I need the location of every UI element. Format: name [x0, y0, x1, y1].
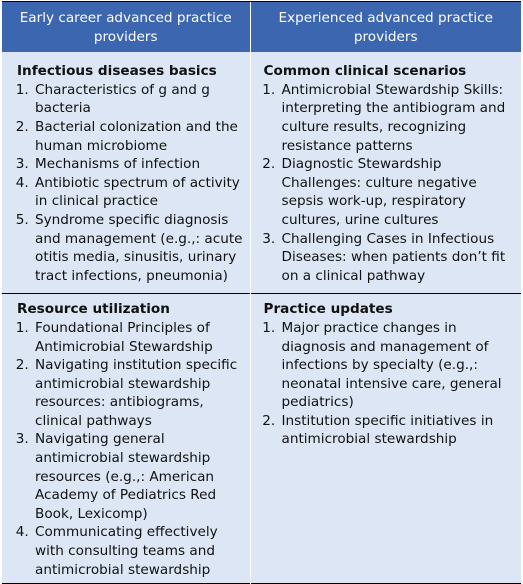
table-row	[2, 294, 521, 584]
list-item: 3. Mechanisms of infection	[33, 155, 244, 174]
list-item: 1. Major practice changes in diagnosis and management of infections by specialty (e.g.,: neonatal intensive care, general pediatrics)	[280, 319, 518, 412]
curriculum-table	[2, 1, 521, 584]
list-item: 1. Foundational Principles of Antimicrobial Stewardship	[33, 319, 244, 356]
topic-list	[264, 319, 518, 449]
cell-infectious-diseases-basics	[2, 52, 250, 294]
section-title: Practice updates	[263, 301, 393, 318]
list-item: 4. Communicating effectively with consulting teams and antimicrobial stewardship	[33, 523, 244, 579]
header-early-career: Early career advanced practice providers	[2, 2, 250, 53]
topic-list	[264, 81, 518, 286]
topic-list	[17, 319, 244, 579]
section-title: Infectious diseases basics	[17, 63, 217, 80]
list-item: 1. Antimicrobial Stewardship Skills: interpreting the antibiogram and culture results, recognizing resistance patterns	[280, 81, 518, 155]
list-item: 2. Institution specific initiatives in antimicrobial stewardship	[280, 412, 518, 449]
table-body	[2, 52, 521, 584]
list-item: 2. Navigating institution specific antimicrobial stewardship resources: antibiograms, clinical pathways	[33, 356, 244, 430]
section-title: Resource utilization	[17, 301, 170, 318]
section-title: Common clinical scenarios	[263, 63, 467, 80]
header-row	[2, 2, 521, 53]
list-item: 3. Challenging Cases in Infectious Diseases: when patients don’t fit on a clinical pathway	[280, 230, 518, 286]
cell-resource-utilization	[2, 294, 250, 584]
list-item: 1. Characteristics of g and g bacteria	[33, 81, 244, 118]
list-item: 3. Navigating general antimicrobial stewardship resources (e.g.,: American Academy of Pediatrics Red Book, Lexicomp)	[33, 430, 244, 523]
cell-practice-updates	[250, 294, 521, 584]
list-item: 5. Syndrome specific diagnosis and management (e.g.,: acute otitis media, sinusitis, urinary tract infections, pneumonia)	[33, 211, 244, 285]
list-item: 4. Antibiotic spectrum of activity in clinical practice	[33, 174, 244, 211]
list-item: 2. Bacterial colonization and the human microbiome	[33, 118, 244, 155]
curriculum-table-wrapper	[2, 1, 521, 584]
table-row	[2, 52, 521, 294]
list-item: 2. Diagnostic Stewardship Challenges: culture negative sepsis work-up, respiratory cultures, urine cultures	[280, 155, 518, 229]
table-header	[2, 2, 521, 53]
topic-list	[17, 81, 244, 286]
cell-common-clinical-scenarios	[250, 52, 521, 294]
header-experienced: Experienced advanced practice providers	[250, 2, 521, 53]
